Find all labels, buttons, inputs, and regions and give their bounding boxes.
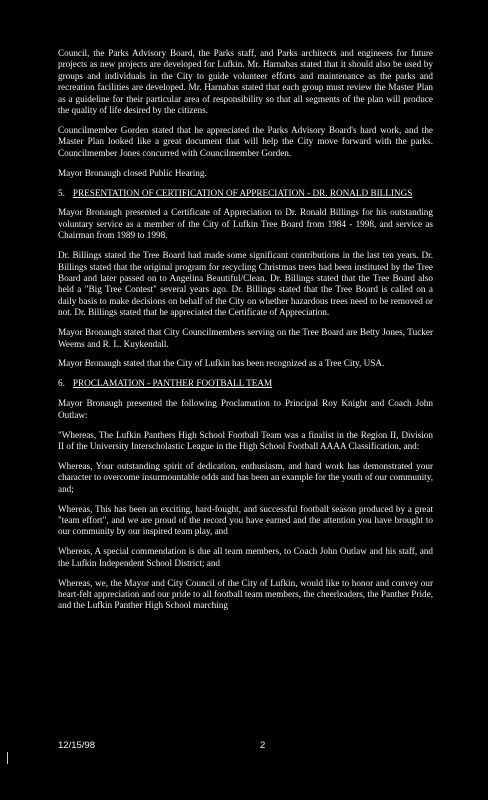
- paragraph-certificate-presented: Mayor Bronaugh presented a Certificate of Appreciation to Dr. Ronald Billings for his outstanding voluntary service as a member of the City of Lufkin Tree Board from 1984 - 1998, and service as Chairman from 1989 to 1998.: [58, 207, 433, 241]
- paragraph-whereas-commendation: Whereas, A special commendation is due all team members, to Coach John Outlaw and his staff, and the Lufkin Independent School District; and: [58, 546, 433, 568]
- minutes-page: [58, 48, 433, 620]
- paragraph-master-plan-usage: Council, the Parks Advisory Board, the Parks staff, and Parks architects and engineers for future projects as new projects are developed for Lufkin. Mr. Harnabas stated that it should also be used by groups and individuals in the City to guide volunteer efforts and maintenance as the parks and recreation facilities are developed. Mr. Harnabas stated that each group must review the Master Plan as a guideline for their particular area of responsibility so that all segments of the plan will produce the quality of life desired by the citizens.: [58, 48, 433, 116]
- section-5-number: 5.: [58, 187, 65, 198]
- paragraph-whereas-honor: Whereas, we, the Mayor and City Council of the City of Lufkin, would like to honor and convey our heart-felt appreciation and our pride to all football team members, the cheerleaders, the Panther Pride, and the Lufkin Panther High School marching: [58, 577, 433, 611]
- paragraph-whereas-spirit: Whereas, Your outstanding spirit of dedication, enthusiasm, and hard work has demonstrated your character to overcome insurmountable odds and has been an example for the youth of our community, and;: [58, 460, 433, 494]
- paragraph-gorden-comment: Councilmember Gorden stated that he appreciated the Parks Advisory Board's hard work, and the Master Plan looked like a great document that will help the City move forward with the parks. Councilmember Jones concurred with Councilmember Gorden.: [58, 124, 433, 158]
- paragraph-whereas-finalist: "Whereas, The Lufkin Panthers High School Football Team was a finalist in the Region II, Division II of the University Interscholastic League in the High School Football AAAA Classification, and:: [58, 429, 433, 451]
- paragraph-tree-city-usa: Mayor Bronaugh stated that the City of Lufkin has been recognized as a Tree City, USA.: [58, 358, 385, 369]
- section-6-title: PROCLAMATION - PANTHER FOOTBALL TEAM: [72, 378, 273, 389]
- paragraph-whereas-season: Whereas, This has been an exciting, hard-fought, and successful football season produced by a great "team effort", and we are proud of the record you have earned and the attention you have brought to our community by our inspired team play, and: [58, 503, 433, 537]
- paragraph-hearing-closed: Mayor Bronaugh closed Public Hearing.: [58, 167, 207, 178]
- section-6-heading: [58, 378, 433, 389]
- page-number: 2: [260, 740, 266, 751]
- paragraph-billings-statement: Dr. Billings stated the Tree Board had made some significant contributions in the last ten years. Dr. Billings stated that the original program for recycling Christmas trees had been instituted by the Tree Board and later passed on to Angelina Beautiful/Clean. Dr. Billings stated that the Tree Board also held a "Big Tree Contest" several years ago. Dr. Billings stated that the Tree Board is called on a daily basis to make decisions on behalf of the City on whether hazardous trees need to be removed or not. Dr. Billings stated that he appreciated the Certificate of Appreciation.: [58, 250, 433, 318]
- margin-mark: [7, 752, 8, 764]
- section-5-title: PRESENTATION OF CERTIFICATION OF APPRECIATION - DR. RONALD BILLINGS: [72, 187, 413, 198]
- paragraph-tree-board-members: Mayor Bronaugh stated that City Councilmembers serving on the Tree Board are Betty Jones, Tucker Weems and R. L. Kuykendall.: [58, 327, 433, 349]
- paragraph-proclamation-intro: Mayor Bronaugh presented the following Proclamation to Principal Roy Knight and Coach John Outlaw:: [58, 398, 433, 420]
- page-footer: [58, 740, 433, 754]
- section-6-number: 6.: [58, 378, 65, 389]
- section-5-heading: [58, 188, 433, 199]
- footer-date: 12/15/98: [58, 740, 95, 751]
